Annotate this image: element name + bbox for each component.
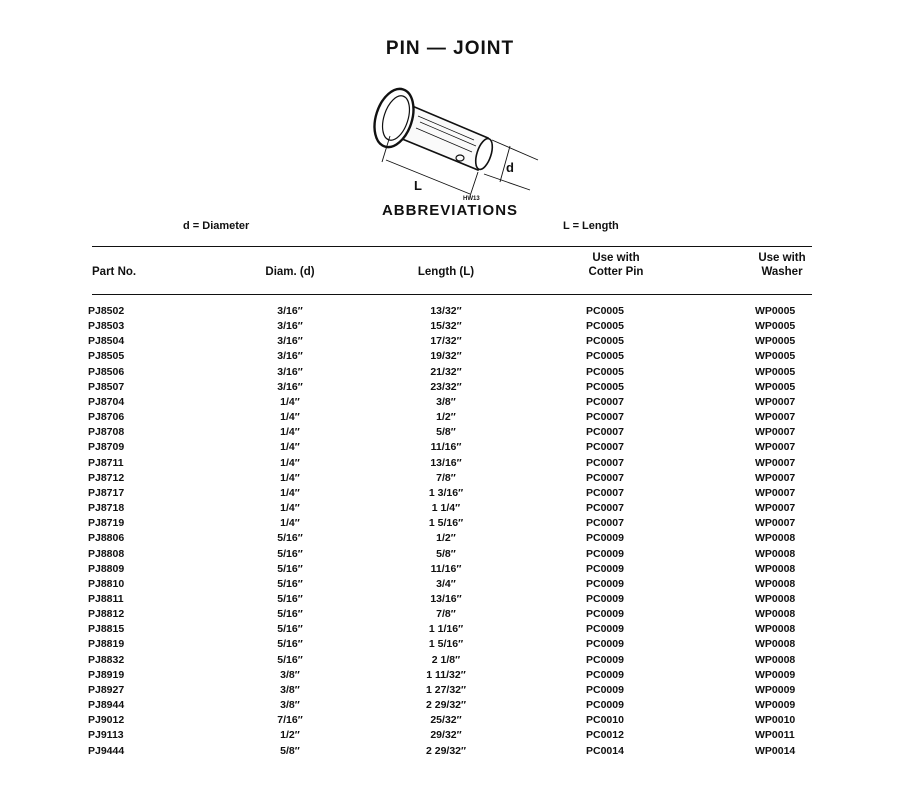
cell-length: 1 1/4″ bbox=[431, 502, 461, 515]
cell-length: 1 27/32″ bbox=[425, 683, 467, 696]
table-row bbox=[0, 698, 900, 713]
cell-diameter: 1/4″ bbox=[280, 426, 300, 439]
cell-washer: WP0009 bbox=[755, 668, 796, 681]
cell-cotter-pin: PC0009 bbox=[586, 668, 624, 681]
cell-diameter: 3/16″ bbox=[277, 335, 303, 348]
figure-ref: HW13 bbox=[463, 196, 480, 202]
cell-cotter-pin: PC0009 bbox=[586, 683, 624, 696]
cell-diameter: 5/16″ bbox=[277, 623, 303, 636]
cell-diameter: 5/16″ bbox=[277, 638, 303, 651]
table-row bbox=[0, 562, 900, 577]
cell-cotter-pin: PC0007 bbox=[586, 471, 624, 484]
table-row bbox=[0, 607, 900, 622]
cell-diameter: 5/16″ bbox=[277, 577, 303, 590]
table-row bbox=[0, 622, 900, 637]
table-row bbox=[0, 577, 900, 592]
cell-diameter: 3/16″ bbox=[277, 350, 303, 363]
cell-part-number: PJ8812 bbox=[88, 608, 125, 621]
cell-length: 3/4″ bbox=[436, 577, 456, 590]
cell-length: 1 3/16″ bbox=[428, 486, 464, 499]
cell-washer: WP0007 bbox=[755, 456, 796, 469]
cell-washer: WP0008 bbox=[755, 562, 796, 575]
cell-washer: WP0008 bbox=[755, 653, 796, 666]
cell-part-number: PJ8832 bbox=[88, 653, 125, 666]
cell-washer: WP0014 bbox=[755, 744, 796, 757]
table-body bbox=[0, 304, 900, 759]
cell-washer: WP0011 bbox=[755, 729, 795, 742]
cell-diameter: 1/4″ bbox=[280, 502, 300, 515]
table-row bbox=[0, 334, 900, 349]
cell-washer: WP0007 bbox=[755, 411, 796, 424]
cell-part-number: PJ8506 bbox=[88, 365, 125, 378]
header-cotter-line2: Cotter Pin bbox=[588, 266, 644, 278]
cell-part-number: PJ9444 bbox=[88, 744, 125, 757]
header-part-no: Part No. bbox=[92, 266, 137, 278]
table-row bbox=[0, 713, 900, 728]
cell-part-number: PJ8706 bbox=[88, 411, 125, 424]
cell-part-number: PJ8718 bbox=[88, 502, 125, 515]
table-row bbox=[0, 410, 900, 425]
cell-washer: WP0008 bbox=[755, 638, 796, 651]
cell-part-number: PJ8815 bbox=[88, 623, 125, 636]
label-L: L bbox=[414, 178, 422, 193]
cell-cotter-pin: PC0007 bbox=[586, 441, 624, 454]
cell-cotter-pin: PC0009 bbox=[586, 532, 624, 545]
table-row bbox=[0, 516, 900, 531]
cell-part-number: PJ8927 bbox=[88, 683, 125, 696]
table-row bbox=[0, 440, 900, 455]
cell-diameter: 3/8″ bbox=[280, 699, 300, 712]
cell-length: 13/32″ bbox=[430, 305, 462, 317]
cell-length: 3/8″ bbox=[436, 395, 456, 408]
table-row bbox=[0, 744, 900, 759]
cell-washer: WP0007 bbox=[755, 486, 796, 499]
cell-part-number: PJ8504 bbox=[88, 335, 125, 348]
cell-part-number: PJ8808 bbox=[88, 547, 125, 560]
cell-washer: WP0007 bbox=[755, 395, 796, 408]
cell-diameter: 1/4″ bbox=[280, 441, 300, 454]
cell-length: 23/32″ bbox=[430, 380, 462, 393]
abbreviation-length: L = Length bbox=[563, 220, 619, 232]
table-row bbox=[0, 425, 900, 440]
cell-diameter: 5/16″ bbox=[277, 547, 303, 560]
header-diameter: Diam. (d) bbox=[265, 266, 315, 278]
cell-washer: WP0007 bbox=[755, 426, 796, 439]
table-row bbox=[0, 592, 900, 607]
table-row bbox=[0, 501, 900, 516]
cell-cotter-pin: PC0007 bbox=[586, 395, 624, 408]
cell-cotter-pin: PC0005 bbox=[586, 380, 624, 393]
cell-washer: WP0005 bbox=[755, 350, 796, 363]
cell-diameter: 1/4″ bbox=[280, 471, 300, 484]
page-title: PIN — JOINT bbox=[385, 38, 515, 59]
cell-length: 17/32″ bbox=[430, 335, 462, 348]
header-cotter-pin bbox=[566, 251, 666, 279]
cell-diameter: 1/4″ bbox=[280, 411, 300, 424]
cell-cotter-pin: PC0009 bbox=[586, 638, 624, 651]
cell-cotter-pin: PC0009 bbox=[586, 592, 624, 605]
cell-diameter: 1/4″ bbox=[280, 456, 300, 469]
cell-cotter-pin: PC0007 bbox=[586, 456, 624, 469]
cell-washer: WP0007 bbox=[755, 441, 796, 454]
table-row bbox=[0, 668, 900, 683]
cell-length: 2 29/32″ bbox=[425, 744, 467, 757]
cell-length: 25/32″ bbox=[430, 714, 462, 727]
table-row bbox=[0, 637, 900, 652]
cell-length: 5/8″ bbox=[436, 426, 456, 439]
cell-cotter-pin: PC0009 bbox=[586, 653, 624, 666]
cell-washer: WP0007 bbox=[755, 517, 796, 530]
cell-washer: WP0005 bbox=[755, 380, 796, 393]
abbreviations-title: ABBREVIATIONS bbox=[381, 202, 519, 219]
cell-cotter-pin: PC0007 bbox=[586, 426, 624, 439]
cell-part-number: PJ8717 bbox=[88, 486, 125, 499]
cell-length: 1/2″ bbox=[436, 532, 456, 545]
cell-part-number: PJ9012 bbox=[88, 714, 125, 727]
cell-length: 13/16″ bbox=[430, 456, 462, 469]
header-length: Length (L) bbox=[417, 266, 475, 278]
cell-cotter-pin: PC0005 bbox=[586, 335, 624, 348]
cell-length: 11/16″ bbox=[430, 562, 462, 575]
table-row bbox=[0, 728, 900, 743]
cell-diameter: 3/8″ bbox=[280, 668, 300, 681]
cell-diameter: 1/4″ bbox=[280, 517, 300, 530]
cell-cotter-pin: PC0009 bbox=[586, 562, 624, 575]
cell-diameter: 5/16″ bbox=[277, 592, 303, 605]
cell-cotter-pin: PC0007 bbox=[586, 502, 624, 515]
cell-cotter-pin: PC0012 bbox=[586, 729, 624, 742]
cell-part-number: PJ8712 bbox=[88, 471, 125, 484]
table-row bbox=[0, 486, 900, 501]
cell-part-number: PJ8944 bbox=[88, 699, 125, 712]
cell-length: 1/2″ bbox=[436, 411, 456, 424]
cell-washer: WP0009 bbox=[755, 683, 796, 696]
cell-washer: WP0010 bbox=[755, 714, 796, 727]
table-row bbox=[0, 653, 900, 668]
cell-length: 1 5/16″ bbox=[428, 638, 464, 651]
cell-washer: WP0007 bbox=[755, 471, 796, 484]
cell-washer: WP0009 bbox=[755, 699, 796, 712]
table-row bbox=[0, 683, 900, 698]
table-row bbox=[0, 304, 900, 319]
cell-part-number: PJ8811 bbox=[88, 592, 124, 605]
cell-length: 7/8″ bbox=[436, 608, 456, 621]
cell-length: 21/32″ bbox=[430, 365, 462, 378]
cell-diameter: 1/4″ bbox=[280, 486, 300, 499]
cell-diameter: 5/8″ bbox=[280, 744, 300, 757]
cell-cotter-pin: PC0009 bbox=[586, 608, 624, 621]
cell-diameter: 5/16″ bbox=[277, 532, 303, 545]
table-row bbox=[0, 547, 900, 562]
cell-part-number: PJ8819 bbox=[88, 638, 125, 651]
cell-length: 19/32″ bbox=[430, 350, 462, 363]
cell-diameter: 3/16″ bbox=[277, 305, 303, 317]
cell-part-number: PJ8709 bbox=[88, 441, 125, 454]
cell-part-number: PJ8809 bbox=[88, 562, 125, 575]
header-washer bbox=[732, 251, 832, 279]
cell-washer: WP0008 bbox=[755, 547, 796, 560]
cell-length: 7/8″ bbox=[436, 471, 456, 484]
cell-cotter-pin: PC0009 bbox=[586, 623, 624, 636]
cell-cotter-pin: PC0005 bbox=[586, 365, 624, 378]
cell-length: 2 1/8″ bbox=[431, 653, 461, 666]
cell-part-number: PJ8503 bbox=[88, 320, 125, 333]
cell-cotter-pin: PC0005 bbox=[586, 305, 624, 317]
cell-diameter: 3/16″ bbox=[277, 365, 303, 378]
cell-part-number: PJ8502 bbox=[88, 305, 125, 317]
cell-washer: WP0005 bbox=[755, 320, 796, 333]
cell-diameter: 1/4″ bbox=[280, 395, 300, 408]
cell-length: 11/16″ bbox=[430, 441, 462, 454]
table-header-rule bbox=[92, 294, 812, 295]
cell-cotter-pin: PC0009 bbox=[586, 577, 624, 590]
cell-diameter: 5/16″ bbox=[277, 653, 303, 666]
cell-cotter-pin: PC0007 bbox=[586, 486, 624, 499]
label-d: d bbox=[506, 160, 514, 175]
abbreviation-diameter: d = Diameter bbox=[183, 220, 250, 232]
table-row bbox=[0, 319, 900, 334]
cell-cotter-pin: PC0014 bbox=[586, 744, 624, 757]
header-washer-line1: Use with bbox=[758, 252, 806, 264]
cell-length: 29/32″ bbox=[430, 729, 462, 742]
cell-part-number: PJ8806 bbox=[88, 532, 125, 545]
cell-washer: WP0008 bbox=[755, 623, 796, 636]
cell-washer: WP0005 bbox=[755, 365, 796, 378]
table-row bbox=[0, 531, 900, 546]
table-top-rule bbox=[92, 246, 812, 247]
cell-diameter: 3/8″ bbox=[280, 683, 300, 696]
cell-cotter-pin: PC0005 bbox=[586, 320, 624, 333]
cell-part-number: PJ8810 bbox=[88, 577, 125, 590]
cell-cotter-pin: PC0005 bbox=[586, 350, 624, 363]
cell-washer: WP0005 bbox=[755, 305, 796, 317]
cell-length: 1 11/32″ bbox=[426, 668, 466, 681]
table-header bbox=[0, 250, 900, 294]
cell-length: 1 1/16″ bbox=[428, 623, 464, 636]
cell-washer: WP0008 bbox=[755, 577, 796, 590]
cell-cotter-pin: PC0007 bbox=[586, 411, 624, 424]
table-row bbox=[0, 395, 900, 410]
pin-joint-illustration bbox=[360, 78, 550, 206]
cell-diameter: 5/16″ bbox=[277, 562, 303, 575]
cell-diameter: 1/2″ bbox=[280, 729, 300, 742]
table-row bbox=[0, 456, 900, 471]
cell-part-number: PJ9113 bbox=[88, 729, 124, 742]
cell-cotter-pin: PC0009 bbox=[586, 699, 624, 712]
cell-length: 2 29/32″ bbox=[425, 699, 467, 712]
cell-part-number: PJ8708 bbox=[88, 426, 125, 439]
cell-washer: WP0008 bbox=[755, 608, 796, 621]
cell-washer: WP0008 bbox=[755, 592, 796, 605]
cell-washer: WP0007 bbox=[755, 502, 796, 515]
table-row bbox=[0, 365, 900, 380]
header-cotter-line1: Use with bbox=[592, 252, 640, 264]
cell-part-number: PJ8719 bbox=[88, 517, 125, 530]
cell-length: 13/16″ bbox=[430, 592, 462, 605]
header-washer-line2: Washer bbox=[761, 266, 803, 278]
cell-diameter: 5/16″ bbox=[277, 608, 303, 621]
cell-part-number: PJ8505 bbox=[88, 350, 125, 363]
cell-diameter: 7/16″ bbox=[277, 714, 303, 727]
cell-part-number: PJ8711 bbox=[88, 456, 124, 469]
cell-length: 1 5/16″ bbox=[428, 517, 464, 530]
cell-diameter: 3/16″ bbox=[277, 320, 303, 333]
cell-part-number: PJ8507 bbox=[88, 380, 125, 393]
cell-part-number: PJ8704 bbox=[88, 395, 125, 408]
cell-length: 5/8″ bbox=[436, 547, 456, 560]
table-row bbox=[0, 380, 900, 395]
cell-cotter-pin: PC0010 bbox=[586, 714, 624, 727]
cell-cotter-pin: PC0007 bbox=[586, 517, 624, 530]
cell-washer: WP0008 bbox=[755, 532, 796, 545]
cell-washer: WP0005 bbox=[755, 335, 796, 348]
cell-cotter-pin: PC0009 bbox=[586, 547, 624, 560]
cell-length: 15/32″ bbox=[430, 320, 462, 333]
cell-diameter: 3/16″ bbox=[277, 380, 303, 393]
table-row bbox=[0, 471, 900, 486]
table-row bbox=[0, 349, 900, 364]
cell-part-number: PJ8919 bbox=[88, 668, 125, 681]
